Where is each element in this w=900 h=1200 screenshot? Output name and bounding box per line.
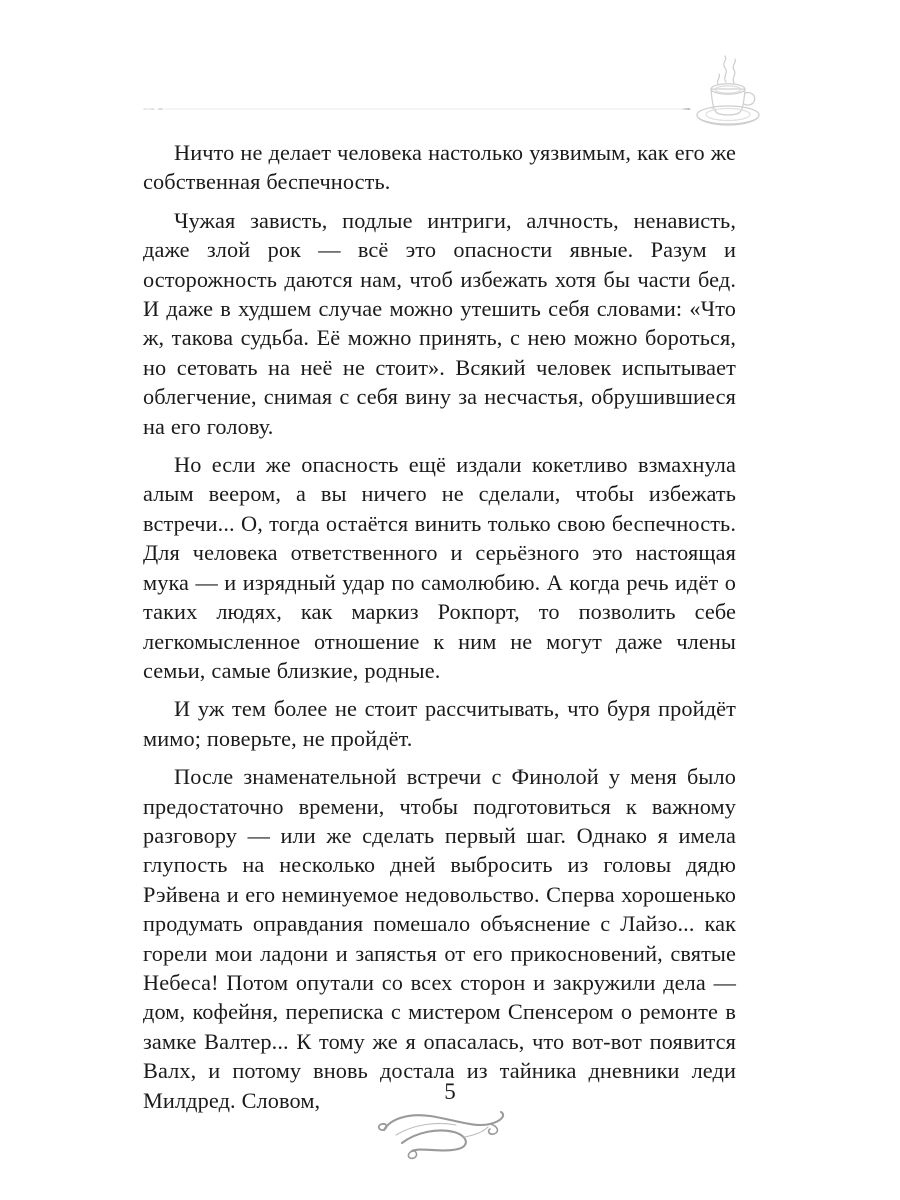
- paragraph: И уж тем более не стоит рассчитывать, что буря пройдёт мимо; поверьте, не пройдёт.: [143, 696, 736, 751]
- paragraph: После знаменательной встречи с Финолой у меня было предостаточно времени, чтобы подготовиться к важному разговору — или же сделать первый шаг. Однако я имела глупость на несколько дней выбросить из головы дядю Рэйвена и его неминуемое недовольство. Сперва хорошенько продумать оправдания помешало объяснение с Лайзо... как горели мои ладони и запястья от его прикосновений, святые Небеса! Потом опутали со всех сторон и закружили дела — дом, кофейня, переписка с мистером Спенсером о ремонте в замке Валтер... К тому же я опасалась, что вот-вот появится Валх, и потому вновь достала из тайника дневники леди Милдред. Словом,: [143, 764, 736, 1113]
- page-header: [0, 0, 900, 130]
- coffee-cup-icon: [682, 52, 774, 134]
- paragraph: Но если же опасность ещё издали кокетливо взмахнула алым веером, а вы ничего не сделали, чтобы избежать встречи... О, тогда остаётся винить только свою беспечность. Для человека ответственного и серьёзного это настоящая мука — и изрядный удар по самолюбию. А когда речь идёт о таких людях, как маркиз Рокпорт, то позволить себе легкомысленное отношение к ним не могут даже члены семьи, самые близкие, родные.: [143, 452, 736, 683]
- decorative-horizontal-rule: [143, 108, 691, 110]
- page-body-text: [143, 138, 736, 1115]
- page-footer: [0, 1078, 900, 1178]
- paragraph: Ничто не делает человека настолько уязвимым, как его же собственная беспечность.: [143, 140, 736, 195]
- flourish-ornament-icon: [368, 1104, 532, 1166]
- paragraph: Чужая зависть, подлые интриги, алчность, ненависть, даже злой рок — всё это опасности явные. Разум и осторожность даются нам, чтоб избежать хотя бы части бед. И даже в худшем случае можно утешить себя словами: «Что ж, такова судьба. Её можно принять, с нею можно бороться, но сетовать на неё не стоит». Всякий человек испытывает облегчение, снимая с себя вину за несчастья, обрушившиеся на его голову.: [143, 207, 736, 439]
- page-number: 5: [444, 1079, 456, 1104]
